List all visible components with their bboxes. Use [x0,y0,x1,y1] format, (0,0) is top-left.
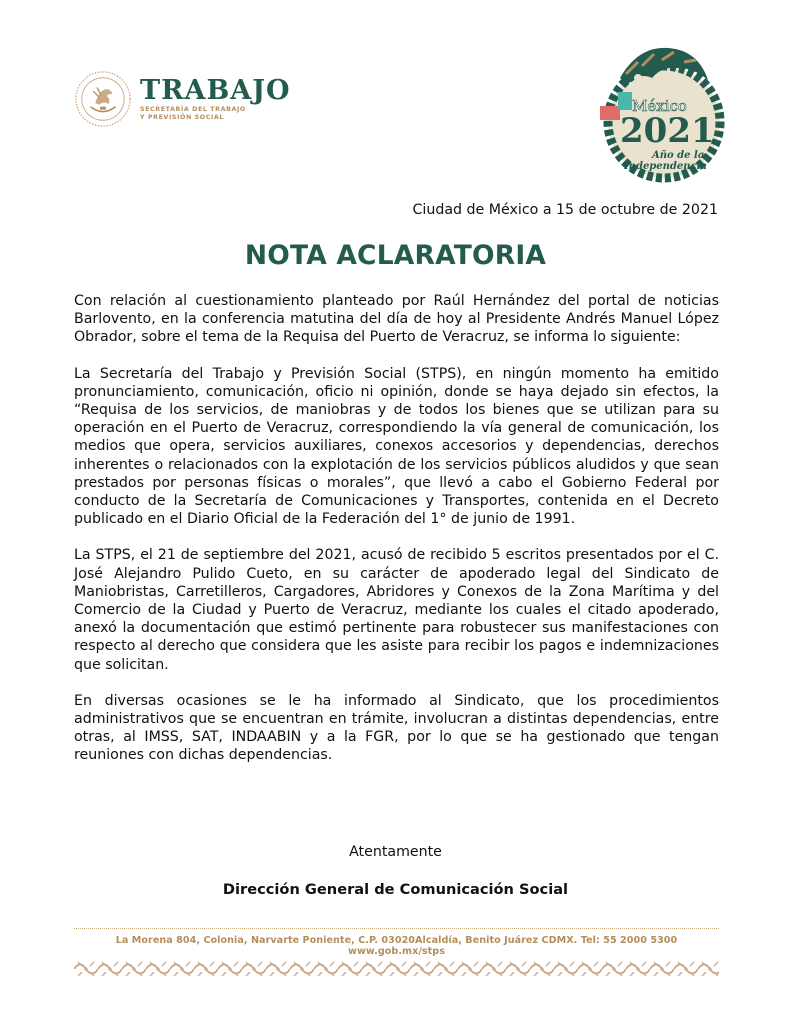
brand-subtitle-line-1: SECRETARÍA DEL TRABAJO [140,106,246,113]
paragraph-2: La Secretaría del Trabajo y Previsión Social (STPS), en ningún momento ha emitido pronunciamiento, comunicación, oficio ni opinión, donde se haya dejado sin efectos, la “Requisa de los servicios, de maniobras y de todos los bienes que se utilizan para su operación en el Puerto de Veracruz, correspondiendo la vía general de comunicación, los medios que opera, servicios auxiliares, conexos accesorios y dependencias, derechos inherentes o relacionados con la explotación de los servicios públicos aludidos y que sean prestados por personas físicas o morales”, que llevó a cabo el Gobierno Federal por conducto de la Secretaría de Comunicaciones y Transportes, contenida en el Decreto publicado en el Diario Oficial de la Federación del 1° de junio de 1991. [74,365,719,528]
brand-title: TRABAJO [140,75,291,106]
paragraph-1: Con relación al cuestionamiento planteado por Raúl Hernández del portal de noticias Barlovento, en la conferencia matutina del día de hoy al Presidente Andrés Manuel López Obrador, sobre el tema de la Requisa del Puerto de Veracruz, se informa lo siguiente: [74,293,719,346]
stps-logo [74,70,291,128]
footer-address: La Morena 804, Colonia, Narvarte Poniente, C.P. 03020Alcaldía, Benito Juárez CDMX. Tel: 55 2000 5300 www.gob.mx/stps [115,935,678,957]
emblem-label-line-2: Independencia [624,161,707,172]
decorative-footer-band [74,958,719,980]
closing-salutation: Atentamente [349,844,442,860]
signature-department: Dirección General de Comunicación Social [222,881,569,898]
document-title: NOTA ACLARATORIA [244,240,547,271]
independence-year-emblem [598,38,726,188]
paragraph-3: La STPS, el 21 de septiembre del 2021, acusó de recibido 5 escritos presentados por el C. José Alejandro Pulido Cueto, en su carácter de apoderado legal del Sindicato de Maniobristas, Carretilleros, Cargadores, Abridores y Conexos de la Zona Marítima y del Comercio de la Ciudad y Puerto de Veracruz, mediante los cuales el citado apoderado, anexó la documentación que estimó pertinente para robustecer sus manifestaciones con respecto al derecho que considera que les asiste para recibir los pagos e indemnizaciones que solicitan. [74,547,719,673]
paragraph-4: En diversas ocasiones se le ha informado al Sindicato, que los procedimientos administrativos que se encuentran en trámite, involucran a distintas dependencias, entre otras, al IMSS, SAT, INDAABIN y a la FGR, por lo que se ha gestionado que tengan reuniones con dichas dependencias. [74,692,719,764]
brand-subtitle-line-2: Y PREVISIÓN SOCIAL [140,114,224,121]
emblem-label-line-1: Año de la [652,150,705,161]
letter-date: Ciudad de México a 15 de octubre de 2021 [412,202,718,218]
brand-text [140,76,291,122]
footer-divider [74,928,719,929]
mexico-coat-of-arms-seal [74,70,132,128]
emblem-label-top: México [632,97,687,115]
emblem-year: 2021 [620,111,715,151]
letter-body [74,292,719,783]
